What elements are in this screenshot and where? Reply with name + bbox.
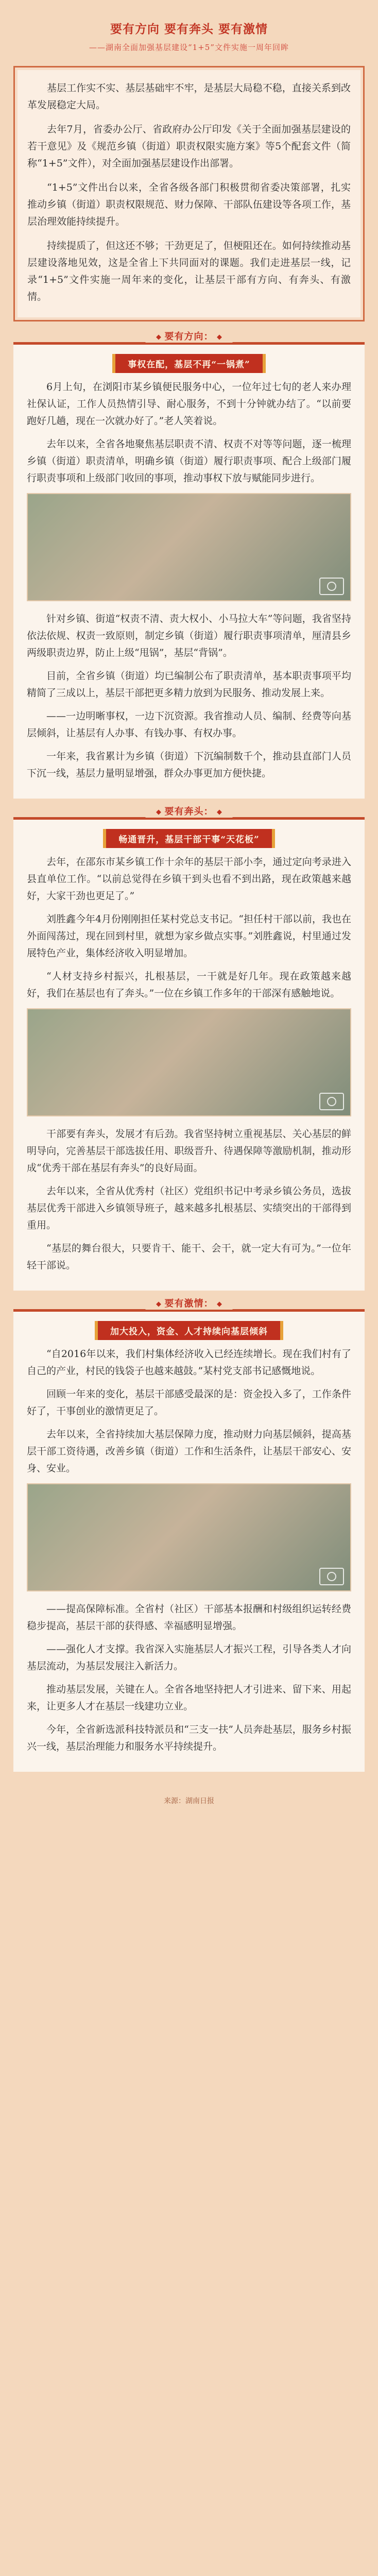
body-paragraph: “人材支持乡村振兴，扎根基层，一干就是好几年。现在政策越来越好，我们在基层也有了奔头。”一位在乡镇工作多年的干部深有感触地说。 xyxy=(27,971,351,999)
body-paragraph: 去年，在邵东市某乡镇工作十余年的基层干部小李，通过定向考录进入县直单位工作。“以前总觉得在乡镇干到头也看不到出路，现在政策越来越好，大家干劲也更足了。” xyxy=(27,856,351,902)
diamond-icon xyxy=(156,809,161,815)
section-tag-label: 要有方向： xyxy=(164,331,214,342)
intro-paragraph: “1+5”文件出台以来，全省各级各部门积极贯彻省委决策部署，扎实推动乡镇（街道）职责权限规范、财力保障、干部队伍建设等各项工作，基层治理效能持续提升。 xyxy=(27,182,351,227)
body-paragraph: 针对乡镇、街道“权责不清、责大权小、小马拉大车”等问题，我省坚持依法依规、权责一致原则，制定乡镇（街道）履行职责事项清单，厘清县乡两级职责边界，防止上级“甩锅”，基层“背锅”。 xyxy=(27,613,351,658)
body-paragraph: 去年以来，全省各地聚焦基层职责不清、权责不对等等问题，逐一梳理乡镇（街道）职责清单，明确乡镇（街道）履行职责事项、配合上级部门履行职责事项和上级部门收回的事项，推动事权下放与赋能同步进行。 xyxy=(27,438,351,484)
news-photo xyxy=(27,493,351,601)
news-photo xyxy=(27,1008,351,1116)
body-paragraph: 干部要有奔头，发展才有后劲。我省坚持树立重视基层、关心基层的鲜明导向，完善基层干部选拔任用、职级晋升、待遇保障等激励机制，推动形成“优秀干部在基层有奔头”的良好局面。 xyxy=(27,1128,351,1174)
body-paragraph: 去年以来，全省从优秀村（社区）党组织书记中考录乡镇公务员，选拔基层优秀干部进入乡镇领导班子，越来越多扎根基层、实绩突出的干部得到重用。 xyxy=(27,1185,351,1231)
body-paragraph: 一年来，我省累计为乡镇（街道）下沉编制数千个，推动县直部门人员下沉一线，基层力量明显增强，群众办事更加方便快捷。 xyxy=(27,751,351,779)
body-paragraph: 推动基层发展，关键在人。全省各地坚持把人才引进来、留下来、用起来，让更多人才在基层一线建功立业。 xyxy=(27,1684,351,1712)
camera-icon xyxy=(319,1093,344,1110)
section-ribbon: 加大投入，资金、人才持续向基层倾斜 xyxy=(95,1321,283,1340)
body-paragraph: 目前，全省乡镇（街道）均已编制公布了职责清单，基本职责事项平均精简了三成以上，基层干部把更多精力放到为民服务、推动发展上来。 xyxy=(27,670,351,699)
section-tag xyxy=(146,1296,233,1310)
source-label: 来源：湖南日报 xyxy=(164,1797,214,1805)
intro-paragraph: 基层工作实不实、基层基础牢不牢，是基层大局稳不稳，直接关系到改革发展稳定大局。 xyxy=(27,82,351,111)
intro-box xyxy=(13,66,365,321)
article-title: 要有方向 要有奔头 要有激情 xyxy=(110,22,268,36)
section-ribbon: 事权在配，基层不再“一锅煮” xyxy=(112,354,266,373)
body-paragraph: 刘胜鑫今年4月份刚刚担任某村党总支书记。“担任村干部以前，我也在外面闯荡过，现在回到村里，就想为家乡做点实事。”刘胜鑫说，村里通过发展特色产业，集体经济收入明显增加。 xyxy=(27,913,351,959)
article-header xyxy=(13,14,365,53)
intro-paragraph: 去年7月，省委办公厅、省政府办公厅印发《关于全面加强基层建设的若干意见》及《规范乡镇（街道）职责权限实施方案》等5个配套文件（简称“1+5”文件），对全面加强基层建设作出部署。 xyxy=(27,124,351,169)
section-prospect xyxy=(13,806,365,1291)
body-paragraph: 回顾一年来的变化，基层干部感受最深的是：资金投入多了，工作条件好了，干事创业的激情更足了。 xyxy=(27,1388,351,1417)
diamond-icon xyxy=(217,334,222,340)
body-paragraph: 6月上旬，在浏阳市某乡镇便民服务中心，一位年过七旬的老人来办理社保认证，工作人员热情引导、耐心服务，不到十分钟就办结了。“以前要跑好几趟，现在一次就办好了。”老人笑着说。 xyxy=(27,381,351,427)
ribbon-wrap xyxy=(13,354,365,373)
section-tag-label: 要有奔头： xyxy=(164,806,214,817)
section-tag xyxy=(146,804,233,818)
article-footer xyxy=(13,1790,365,1811)
section-ribbon: 畅通晋升，基层干部干事“天花板” xyxy=(103,829,275,848)
section-tag xyxy=(146,329,233,343)
body-paragraph: “基层的舞台很大，只要肯干、能干、会干，就一定大有可为。”一位年轻干部说。 xyxy=(27,1243,351,1271)
camera-icon xyxy=(319,578,344,595)
section-direction xyxy=(13,331,365,799)
ribbon-wrap xyxy=(13,829,365,848)
diamond-icon xyxy=(156,1301,161,1307)
ribbon-wrap xyxy=(13,1321,365,1340)
section-passion xyxy=(13,1298,365,1772)
intro-paragraph: 持续提质了，但这还不够；干劲更足了，但梗阻还在。如何持续推动基层建设落地见效，这是全省上下共同面对的课题。我们走进基层一线，记录“1+5”文件实施一周年来的变化，让基层干部有方向、有奔头、有激情。 xyxy=(27,240,351,302)
body-paragraph: “自2016年以来，我们村集体经济收入已经连续增长。现在我们村有了自己的产业，村民的钱袋子也越来越鼓。”某村党支部书记感慨地说。 xyxy=(27,1348,351,1377)
diamond-icon xyxy=(217,1301,222,1307)
body-paragraph: ——提高保障标准。全省村（社区）干部基本报酬和村级组织运转经费稳步提高，基层干部的获得感、幸福感明显增强。 xyxy=(27,1603,351,1632)
camera-icon xyxy=(319,1568,344,1585)
article-subtitle: ——湖南全面加强基层建设“1+5”文件实施一周年回眸 xyxy=(89,43,289,52)
diamond-icon xyxy=(217,809,222,815)
body-paragraph: 今年，全省新选派科技特派员和“三支一扶”人员奔赴基层，服务乡村振兴一线，基层治理能力和服务水平持续提升。 xyxy=(27,1724,351,1752)
body-paragraph: ——一边明晰事权，一边下沉资源。我省推动人员、编制、经费等向基层倾斜，让基层有人办事、有钱办事、有权办事。 xyxy=(27,710,351,739)
body-paragraph: ——强化人才支撑。我省深入实施基层人才振兴工程，引导各类人才向基层流动，为基层发展注入新活力。 xyxy=(27,1643,351,1672)
section-tag-label: 要有激情： xyxy=(164,1298,214,1309)
body-paragraph: 去年以来，全省持续加大基层保障力度，推动财力向基层倾斜，提高基层干部工资待遇，改善乡镇（街道）工作和生活条件，让基层干部安心、安身、安业。 xyxy=(27,1429,351,1474)
diamond-icon xyxy=(156,334,161,340)
news-photo xyxy=(27,1483,351,1591)
